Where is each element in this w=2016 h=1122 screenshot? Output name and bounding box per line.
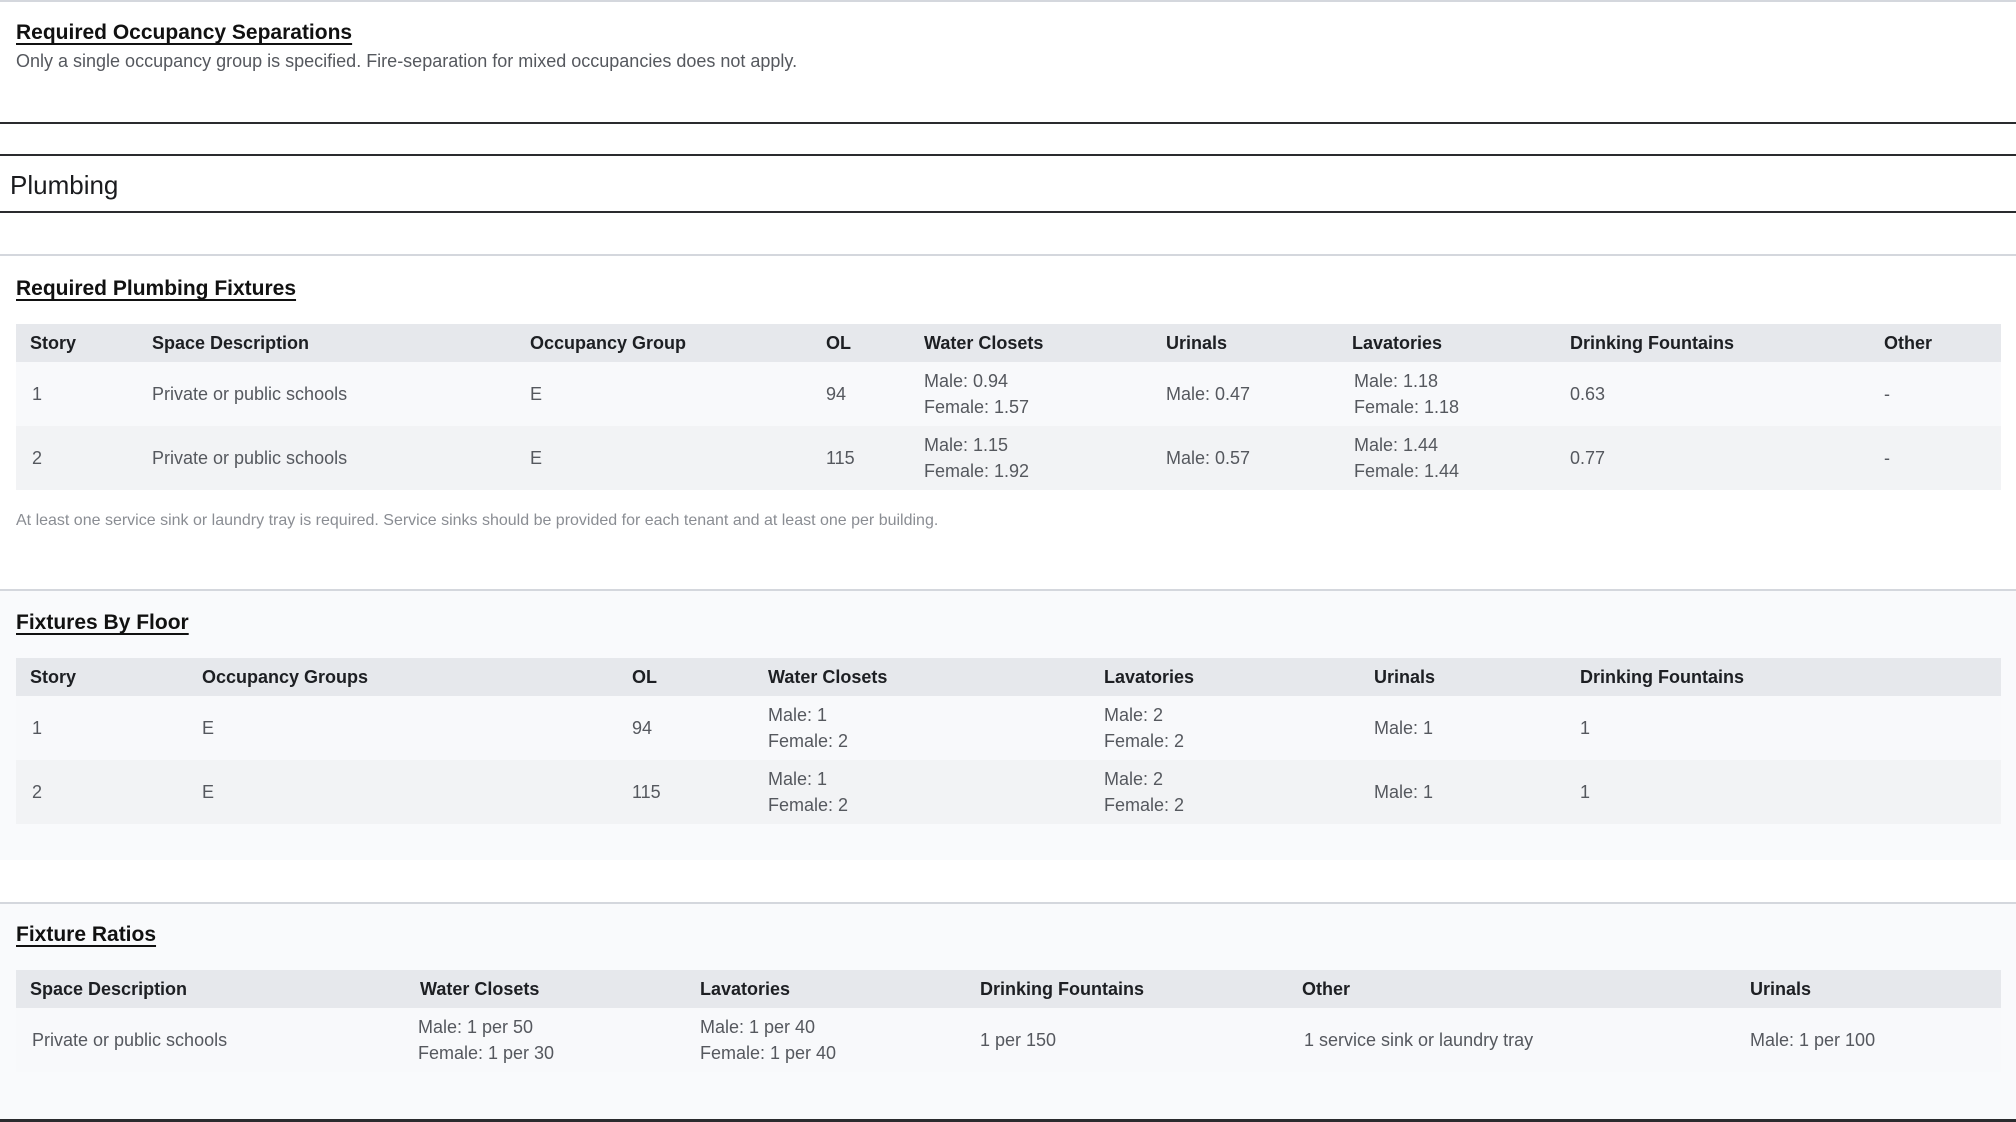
cell-ol: 94 [632, 718, 653, 738]
cell-ol: 94 [826, 384, 847, 404]
cell-groups: E [202, 782, 215, 802]
lav-female: Female: 2 [1104, 795, 1185, 815]
column-header[interactable]: Lavatories [700, 979, 791, 999]
cell-fountains: 1 [1580, 718, 1591, 738]
column-header[interactable]: Drinking Fountains [1580, 667, 1744, 687]
divider [0, 902, 2016, 904]
column-header[interactable]: OL [632, 667, 657, 687]
wc-female: Female: 2 [768, 795, 849, 815]
lav-female: Female: 1 per 40 [700, 1043, 837, 1063]
occupancy-section-title: Required Occupancy Separations [16, 21, 353, 44]
cell-fountains: 0.77 [1570, 448, 1606, 468]
cell-fountains: 1 [1580, 782, 1591, 802]
cell-space: Private or public schools [152, 448, 348, 468]
table-row [16, 426, 2001, 490]
cell-lavatories [1354, 368, 1459, 420]
column-header[interactable]: Water Closets [420, 979, 540, 999]
divider [0, 589, 2016, 591]
cell-urinals: Male: 0.47 [1166, 384, 1251, 404]
cell-water-closets [768, 766, 848, 818]
cell-urinals: Male: 1 [1374, 782, 1434, 802]
column-header[interactable]: Water Closets [924, 333, 1044, 353]
column-header[interactable]: Story [30, 667, 77, 687]
divider [0, 254, 2016, 256]
column-header[interactable]: Water Closets [768, 667, 888, 687]
cell-lavatories [1104, 766, 1184, 818]
cell-group: E [530, 384, 543, 404]
column-header[interactable]: OL [826, 333, 851, 353]
lav-male: Male: 1.44 [1354, 435, 1439, 455]
table-header [16, 324, 2001, 362]
column-header[interactable]: Urinals [1374, 667, 1436, 687]
ratios-title: Fixture Ratios [16, 923, 157, 946]
column-header[interactable]: Urinals [1750, 979, 1812, 999]
wc-male: Male: 1.15 [924, 435, 1009, 455]
cell-ol: 115 [826, 448, 855, 468]
column-header[interactable]: Story [30, 333, 77, 353]
column-header[interactable]: Space Description [30, 979, 188, 999]
cell-water-closets [768, 702, 848, 754]
table-row [16, 362, 2001, 426]
plumbing-heading: Plumbing [10, 170, 119, 200]
required-fixtures-title: Required Plumbing Fixtures [16, 277, 297, 300]
divider [0, 154, 2016, 156]
cell-fountains: 1 per 150 [980, 1030, 1057, 1050]
table-row [16, 1008, 2001, 1072]
lav-male: Male: 2 [1104, 705, 1164, 725]
wc-male: Male: 1 [768, 769, 828, 789]
lav-male: Male: 2 [1104, 769, 1164, 789]
cell-story: 1 [32, 384, 43, 404]
cell-lavatories [700, 1014, 836, 1066]
wc-male: Male: 0.94 [924, 371, 1009, 391]
cell-water-closets [924, 432, 1029, 484]
cell-urinals: Male: 1 [1374, 718, 1434, 738]
column-header[interactable]: Urinals [1166, 333, 1228, 353]
cell-fountains: 0.63 [1570, 384, 1606, 404]
column-header[interactable]: Other [1884, 333, 1933, 353]
cell-story: 1 [32, 718, 43, 738]
column-header[interactable]: Space Description [152, 333, 310, 353]
wc-male: Male: 1 [768, 705, 828, 725]
column-header[interactable]: Lavatories [1352, 333, 1443, 353]
cell-ol: 115 [632, 782, 661, 802]
cell-group: E [530, 448, 543, 468]
column-header[interactable]: Drinking Fountains [1570, 333, 1734, 353]
cell-urinals: Male: 0.57 [1166, 448, 1251, 468]
cell-story: 2 [32, 782, 43, 802]
top-divider [0, 0, 2016, 2]
lav-male: Male: 1.18 [1354, 371, 1439, 391]
cell-water-closets [924, 368, 1029, 420]
cell-story: 2 [32, 448, 43, 468]
table-header [16, 658, 2001, 696]
cell-groups: E [202, 718, 215, 738]
cell-water-closets [418, 1014, 554, 1066]
occupancy-text: Only a single occupancy group is specified. Fire-separation for mixed occupancies does not apply. [16, 51, 798, 71]
cell-other: 1 service sink or laundry tray [1304, 1030, 1534, 1050]
divider [0, 122, 2016, 124]
cell-urinals: Male: 1 per 100 [1750, 1030, 1876, 1050]
wc-female: Female: 1.92 [924, 461, 1030, 481]
cell-space: Private or public schools [152, 384, 348, 404]
cell-other: - [1884, 384, 1890, 404]
lav-female: Female: 1.18 [1354, 397, 1460, 417]
lav-female: Female: 2 [1104, 731, 1185, 751]
table-row [16, 696, 2001, 760]
wc-male: Male: 1 per 50 [418, 1017, 534, 1037]
column-header[interactable]: Other [1302, 979, 1351, 999]
divider [0, 211, 2016, 213]
cell-space: Private or public schools [32, 1030, 228, 1050]
wc-female: Female: 1.57 [924, 397, 1030, 417]
column-header[interactable]: Occupancy Group [530, 333, 687, 353]
lav-female: Female: 1.44 [1354, 461, 1460, 481]
cell-other: - [1884, 448, 1890, 468]
cell-lavatories [1104, 702, 1184, 754]
by-floor-title: Fixtures By Floor [16, 611, 189, 634]
column-header[interactable]: Drinking Fountains [980, 979, 1144, 999]
column-header[interactable]: Occupancy Groups [202, 667, 369, 687]
cell-lavatories [1354, 432, 1459, 484]
fixtures-note: At least one service sink or laundry tray is required. Service sinks should be provided for each tenant and at least one per building. [16, 512, 939, 529]
column-header[interactable]: Lavatories [1104, 667, 1195, 687]
table-row [16, 760, 2001, 824]
lav-male: Male: 1 per 40 [700, 1017, 816, 1037]
wc-female: Female: 1 per 30 [418, 1043, 555, 1063]
wc-female: Female: 2 [768, 731, 849, 751]
table-header [16, 970, 2001, 1008]
